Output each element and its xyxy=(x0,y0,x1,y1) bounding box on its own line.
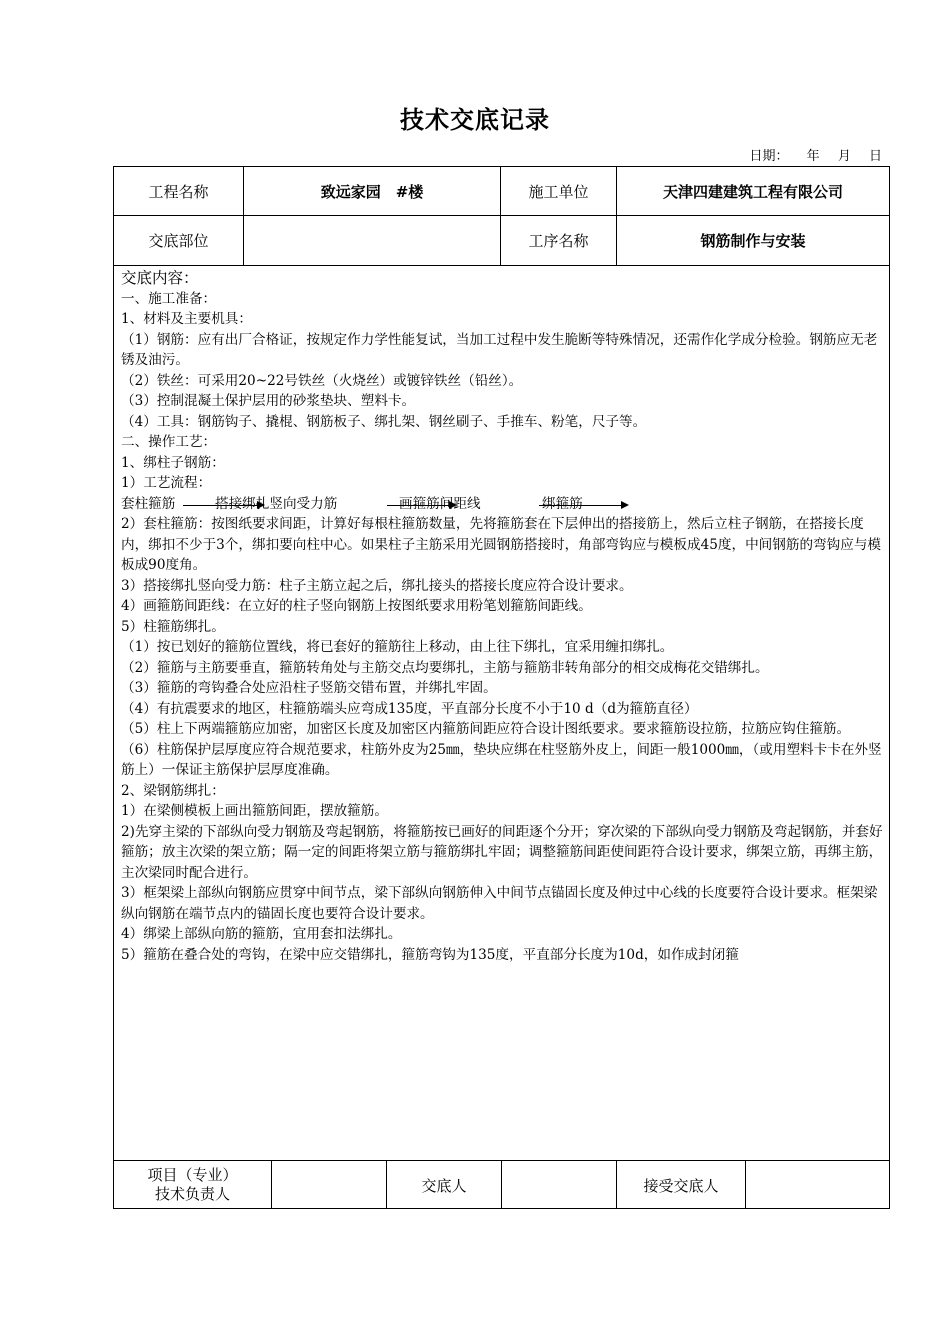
content-line: （3）控制混凝土保护层用的砂浆垫块、塑料卡。 xyxy=(121,393,416,409)
project-name-value: 致远家园 #楼 xyxy=(320,182,424,201)
date-day: 日 xyxy=(868,149,882,164)
discloser-signature xyxy=(502,1161,616,1209)
project-name-label: 工程名称 xyxy=(148,182,209,201)
disclosure-content xyxy=(121,268,883,965)
flow-step: 套柱箍筋 xyxy=(121,495,176,512)
content-line: （5）柱上下两端箍筋应加密，加密区长度及加密区内箍筋间距应符合设计图纸要求。要求箍筋设拉筋，拉筋应钩住箍筋。 xyxy=(121,721,851,737)
page-title: 技术交底记录 xyxy=(400,105,550,134)
process-name-value: 钢筋制作与安装 xyxy=(700,232,806,250)
receiver-signature xyxy=(746,1161,889,1209)
content-line: 一、施工准备： xyxy=(121,290,217,307)
content-line: 4）绑梁上部纵向筋的箍筋，宜用套扣法绑扎。 xyxy=(121,926,402,942)
content-line: 2)先穿主梁的下部纵向受力钢筋及弯起钢筋，将箍筋按已画好的间距逐个分开；穿次梁的下部纵向受力钢筋及弯起钢筋，并套好箍筋；放主次梁的架立筋；隔一定的间距将架立筋与箍筋绑扎牢固；调整箍筋间距使间距符合设计要求，绑架立筋，再绑主筋，主次梁同时配合进行。 xyxy=(121,823,883,881)
content-line: （1）钢筋：应有出厂合格证，按规定作力学性能复试，当加工过程中发生脆断等特殊情况，还需作化学成分检验。钢筋应无老锈及油污。 xyxy=(121,331,878,368)
content-line: （2）铁丝：可采用20~22号铁丝（火烧丝）或镀锌铁丝（铅丝）。 xyxy=(121,372,523,389)
content-line: 1、绑柱子钢筋： xyxy=(121,454,225,471)
content-line: 3）框架梁上部纵向钢筋应贯穿中间节点，梁下部纵向钢筋伸入中间节点锚固长度及伸过中心线的长度要符合设计要求。框架梁纵向钢筋在端节点内的锚固长度也要符合设计要求。 xyxy=(121,885,878,922)
disclosure-part-label: 交底部位 xyxy=(148,232,209,250)
date-year: 年 xyxy=(806,149,820,164)
tech-lead-label-line1: 项目（专业） xyxy=(147,1166,238,1184)
construction-unit-label: 施工单位 xyxy=(528,182,589,201)
date-month: 月 xyxy=(837,149,851,164)
content-line: 1）工艺流程： xyxy=(121,475,212,491)
content-heading: 交底内容： xyxy=(121,269,199,287)
content-line: （1）按已划好的箍筋位置线，将已套好的箍筋往上移动，由上往下绑扎，宜采用缠扣绑扎。 xyxy=(121,639,674,655)
tech-lead-signature xyxy=(272,1161,386,1209)
tech-lead-label-line2: 技术负责人 xyxy=(154,1185,230,1203)
content-line: 二、操作工艺： xyxy=(121,434,217,450)
content-line: 1）在梁侧模板上画出箍筋间距，摆放箍筋。 xyxy=(121,803,388,819)
disclosure-part-value xyxy=(244,216,500,265)
flow-step: 绑箍筋 xyxy=(542,495,583,512)
content-line: （4）工具：钢筋钩子、撬棍、钢筋板子、绑扎架、钢丝刷子、手推车、粉笔，尺子等。 xyxy=(121,413,647,430)
content-line: 2、梁钢筋绑扎： xyxy=(121,782,225,799)
content-lines-prep xyxy=(121,289,883,494)
content-line: 5）箍筋在叠合处的弯钩，在梁中应交错绑扎，箍筋弯钩为135度，平直部分长度为10d，如作成封闭箍 xyxy=(121,946,739,963)
content-line: 2）套柱箍筋：按图纸要求间距，计算好每根柱箍筋数量，先将箍筋套在下层伸出的搭接筋上，然后立柱子钢筋，在搭接长度内，绑扣不少于3个，绑扣要向柱中心。如果柱子主筋采用光圆钢筋搭接时，角部弯钩应与模板成45度，中间钢筋的弯钩应与模板成90度角。 xyxy=(121,516,882,573)
content-lines-process xyxy=(121,514,883,965)
flow-step: 搭接绑扎竖向受力筋 xyxy=(215,495,338,512)
discloser-label: 交底人 xyxy=(421,1176,467,1195)
content-line: 3）搭接绑扎竖向受力筋：柱子主筋立起之后，绑扎接头的搭接长度应符合设计要求。 xyxy=(121,577,633,594)
content-line: 4）画箍筋间距线：在立好的柱子竖向钢筋上按图纸要求用粉笔划箍筋间距线。 xyxy=(121,598,592,614)
content-line: 1、材料及主要机具： xyxy=(121,311,252,327)
content-line: （2）箍筋与主筋要垂直，箍筋转角处与主筋交点均要绑扎，主筋与箍筋非转角部分的相交成梅花交错绑扎。 xyxy=(121,659,769,676)
row-divider xyxy=(113,265,890,266)
content-line: （4）有抗震要求的地区，柱箍筋端头应弯成135度，平直部分长度不小于10 d（d为箍筋直径） xyxy=(121,700,698,717)
process-name-label: 工序名称 xyxy=(528,232,589,250)
flow-step: 画箍筋间距线 xyxy=(399,495,481,512)
date-line xyxy=(736,145,882,164)
content-line: （6）柱筋保护层厚度应符合规范要求，柱筋外皮为25㎜，垫块应绑在柱竖筋外皮上，间距一般1000㎜，（或用塑料卡卡在外竖筋上）一保证主筋保护层厚度准确。 xyxy=(121,741,882,778)
content-line: 5）柱箍筋绑扎。 xyxy=(121,618,225,635)
receiver-label: 接受交底人 xyxy=(643,1176,719,1195)
process-flow xyxy=(121,494,883,515)
content-line: （3）箍筋的弯钩叠合处应沿柱子竖筋交错布置，并绑扎牢固。 xyxy=(121,680,497,696)
tech-lead-label xyxy=(114,1161,271,1209)
date-label: 日期： xyxy=(749,149,789,164)
construction-unit-value: 天津四建建筑工程有限公司 xyxy=(662,182,843,201)
flow-arrow xyxy=(539,505,627,506)
